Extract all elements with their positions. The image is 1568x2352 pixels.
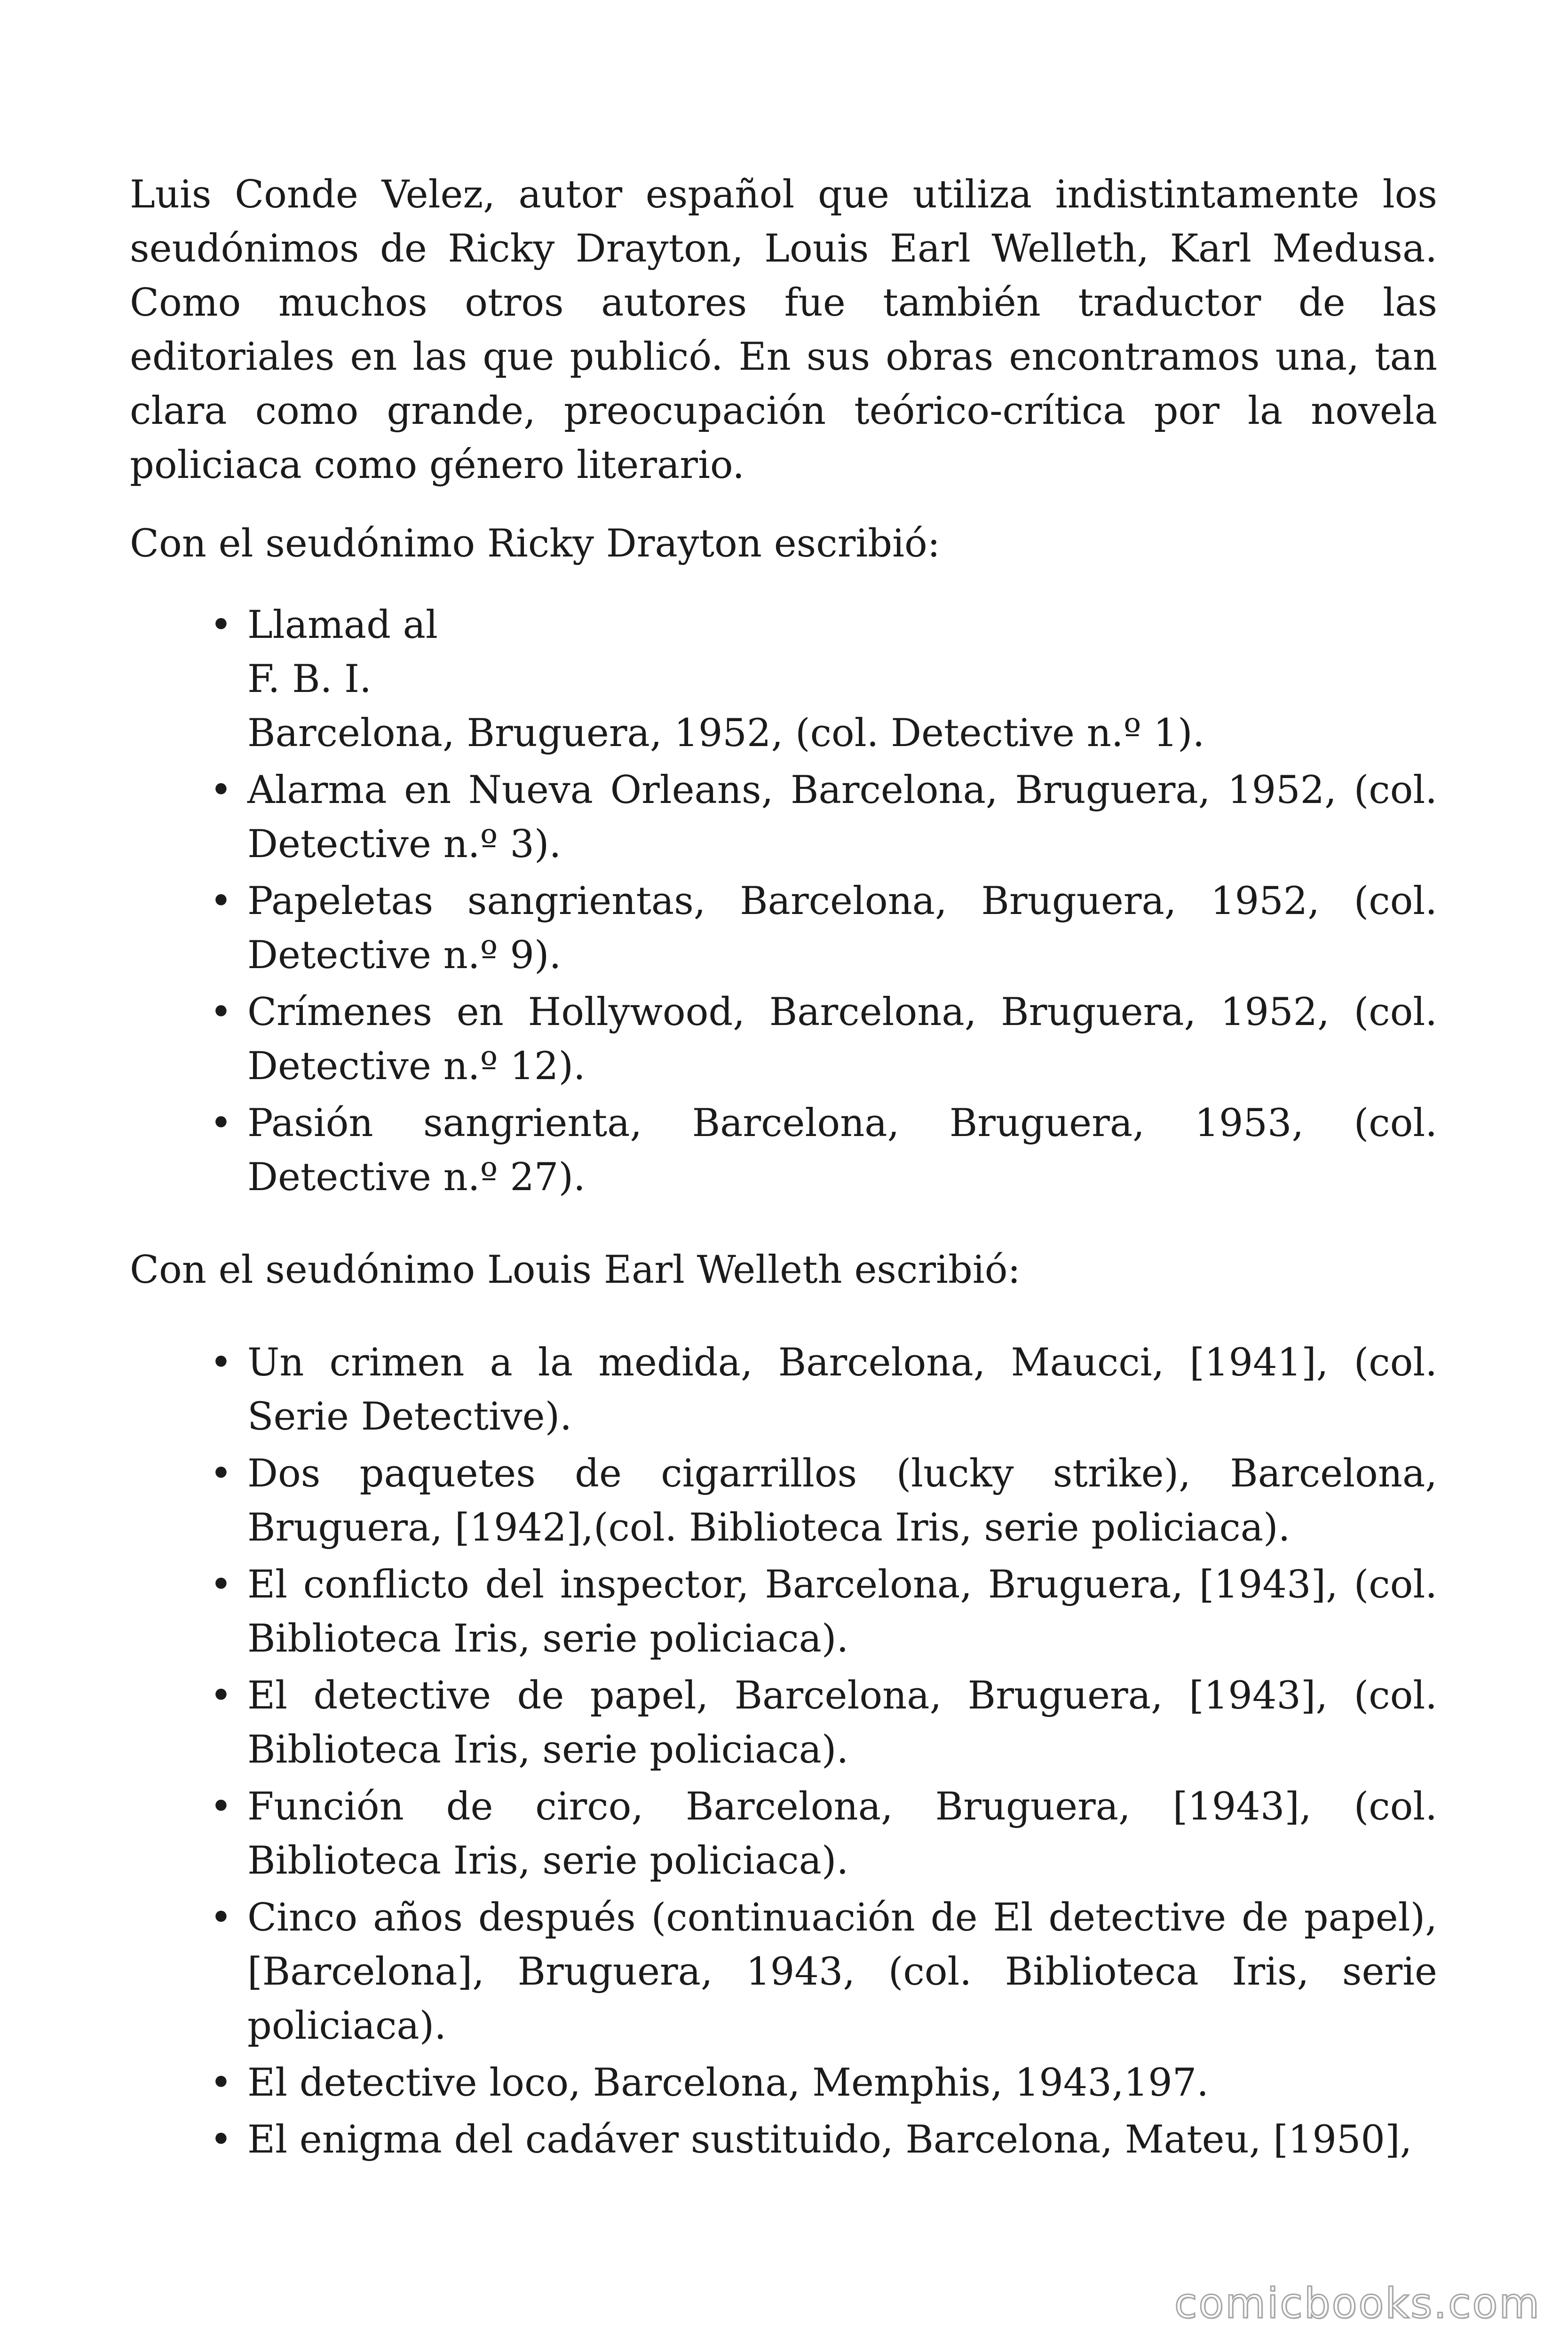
list-item	[210, 2056, 1437, 2110]
list-item-text: Un crimen a la medida, Barcelona, Maucci, [1941], (col. Serie Detective).	[247, 1341, 1437, 1439]
bullet-icon: •	[210, 1785, 232, 1829]
list-item-text: El detective loco, Barcelona, Memphis, 1943,197.	[247, 2061, 1209, 2105]
watermark-logo: comicbooks.com	[1174, 2279, 1541, 2328]
list-item	[210, 1669, 1437, 1777]
bullet-icon: •	[210, 768, 232, 812]
list-item-text: Papeletas sangrientas, Barcelona, Bruguera, 1952, (col. Detective n.º 9).	[247, 879, 1437, 977]
list-item	[210, 2113, 1437, 2167]
section-heading-ricky-drayton: Con el seudónimo Ricky Drayton escribió:	[130, 522, 941, 566]
bullet-icon: •	[210, 879, 232, 923]
bullet-icon: •	[210, 1563, 232, 1607]
list-item-text: El conflicto del inspector, Barcelona, Bruguera, [1943], (col. Biblioteca Iris, serie policiaca).	[247, 1563, 1437, 1661]
list-item-text: Alarma en Nueva Orleans, Barcelona, Bruguera, 1952, (col. Detective n.º 3).	[247, 768, 1437, 866]
intro-paragraph: Luis Conde Velez, autor español que utiliza indistintamente los seudónimos de Ricky Drayton, Louis Earl Welleth, Karl Medusa. Como muchos otros autores fue también traductor de las editoriales en las que publicó. En sus obras encontramos una, tan clara como grande, preocupación teórico-crítica por la novela policiaca como género literario.	[130, 173, 1437, 487]
list-item-text: Dos paquetes de cigarrillos (lucky strike), Barcelona, Bruguera, [1942],(col. Biblioteca Iris, serie policiaca).	[247, 1452, 1437, 1550]
list-item-text: Cinco años después (continuación de El detective de papel), [Barcelona], Bruguera, 1943, (col. Biblioteca Iris, serie policiaca).	[247, 1896, 1437, 2048]
list-item	[210, 1558, 1437, 1666]
bullet-icon: •	[210, 603, 232, 647]
section-heading-louis-earl-welleth: Con el seudónimo Louis Earl Welleth escribió:	[130, 1248, 1021, 1292]
list-item	[210, 598, 1437, 761]
list-item-line: Llamad al	[247, 603, 438, 647]
bullet-icon: •	[210, 1101, 232, 1145]
bullet-icon: •	[210, 1896, 232, 1940]
list-item	[210, 985, 1437, 1094]
bullet-icon: •	[210, 1452, 232, 1496]
list-item	[210, 763, 1437, 872]
list-item	[210, 1447, 1437, 1555]
list-item-text: El detective de papel, Barcelona, Bruguera, [1943], (col. Biblioteca Iris, serie policiaca).	[247, 1674, 1437, 1772]
page-content	[130, 168, 1437, 2167]
bullet-icon: •	[210, 1341, 232, 1385]
list-item-line: Barcelona, Bruguera, 1952, (col. Detective n.º 1).	[247, 711, 1205, 755]
bullet-icon: •	[210, 1674, 232, 1718]
ricky-drayton-works-list	[130, 598, 1437, 1205]
louis-earl-welleth-works-list	[130, 1336, 1437, 2167]
list-item-text: Pasión sangrienta, Barcelona, Bruguera, 1953, (col. Detective n.º 27).	[247, 1101, 1437, 1200]
list-item	[210, 1336, 1437, 1444]
bullet-icon: •	[210, 2061, 232, 2105]
list-item-text: Función de circo, Barcelona, Bruguera, [1943], (col. Biblioteca Iris, serie policiaca).	[247, 1785, 1437, 1883]
list-item	[210, 874, 1437, 983]
list-item-line: F. B. I.	[247, 657, 372, 701]
bullet-icon: •	[210, 990, 232, 1034]
list-item-text: Crímenes en Hollywood, Barcelona, Bruguera, 1952, (col. Detective n.º 12).	[247, 990, 1437, 1089]
list-item	[210, 1780, 1437, 1888]
list-item-text: El enigma del cadáver sustituido, Barcelona, Mateu, [1950],	[247, 2118, 1412, 2162]
section-spacer	[130, 1205, 1437, 1243]
list-item	[210, 1097, 1437, 1205]
bullet-icon: •	[210, 2118, 232, 2162]
list-item	[210, 1891, 1437, 2053]
